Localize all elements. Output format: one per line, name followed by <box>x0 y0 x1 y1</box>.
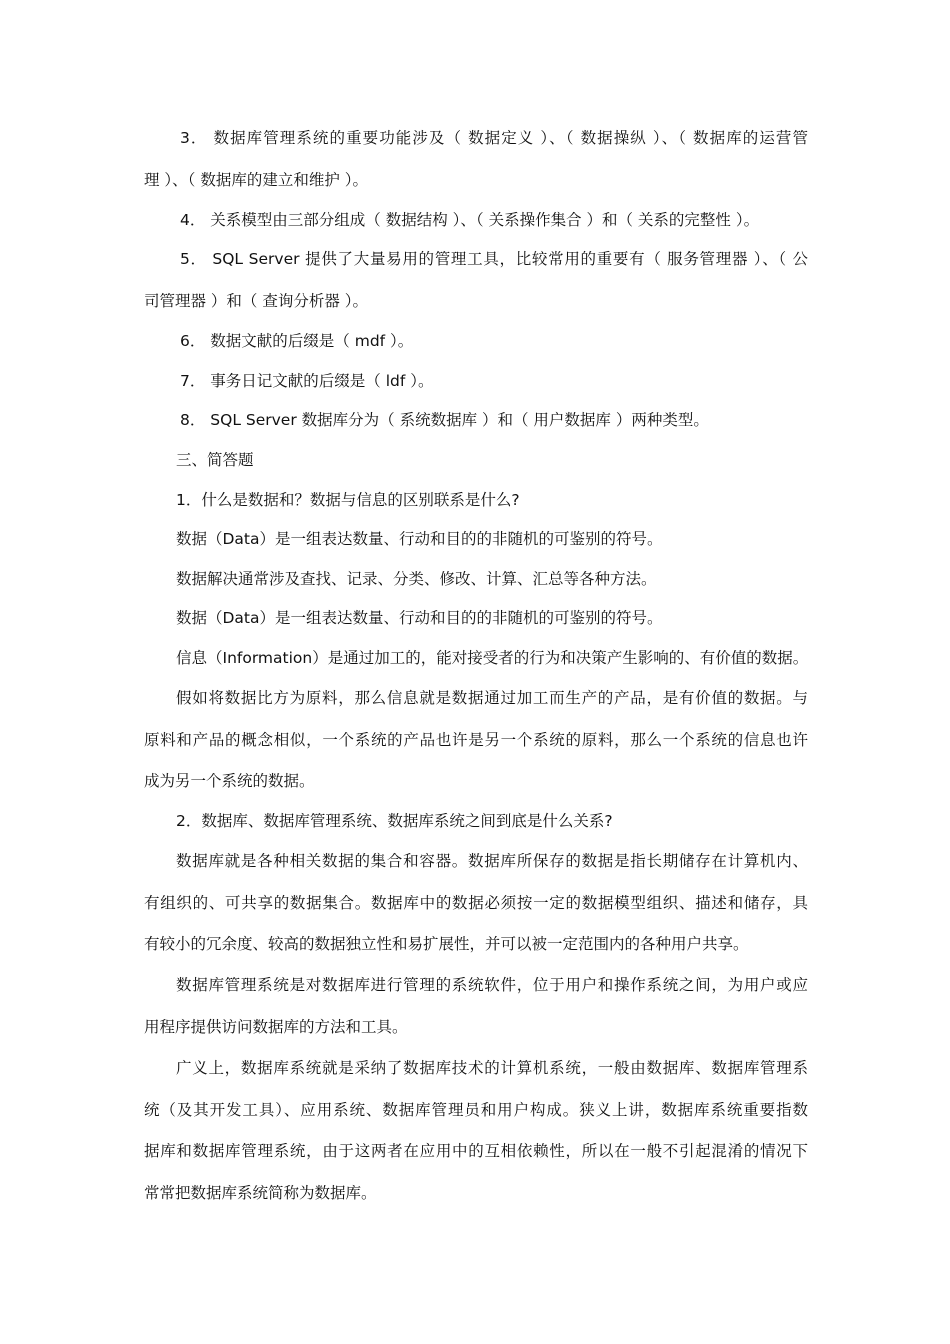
answer-2-paragraph-2-line1: 数据库管理系统是对数据库进行管理的系统软件，位于用户和操作系统之间，为用户或应 <box>176 976 808 994</box>
fill-item-5-line2: 司管理器 ）和（ 查询分析器 ）。 <box>144 292 369 310</box>
question-1: 1．什么是数据和？数据与信息的区别联系是什么? <box>176 491 520 509</box>
answer-2-paragraph-3-line2: 统（及其开发工具）、应用系统、数据库管理员和用户构成。狭义上讲，数据库系统重要指数 <box>144 1101 808 1119</box>
fill-item-3-line1: 3． 数据库管理系统的重要功能涉及（ 数据定义 ）、（ 数据操纵 ）、（ 数据库的运营管 <box>180 129 808 147</box>
answer-2-paragraph-3-line4: 常常把数据库系统简称为数据库。 <box>144 1184 377 1202</box>
fill-item-6: 6． 数据文献的后缀是（ mdf ）。 <box>180 332 414 350</box>
question-2: 2．数据库、数据库管理系统、数据库系统之间到底是什么关系? <box>176 812 613 830</box>
answer-1-paragraph-4: 信息（Information）是通过加工的，能对接受者的行为和决策产生影响的、有价值的数据。 <box>176 649 808 667</box>
answer-1-paragraph-5-line2: 原料和产品的概念相似，一个系统的产品也许是另一个系统的原料，那么一个系统的信息也许 <box>144 731 808 749</box>
fill-item-8: 8． SQL Server 数据库分为（ 系统数据库 ）和（ 用户数据库 ）两种类型。 <box>180 411 709 429</box>
fill-item-3-line2: 理 ）、（ 数据库的建立和维护 ）。 <box>144 171 369 189</box>
answer-1-paragraph-1: 数据（Data）是一组表达数量、行动和目的的非随机的可鉴别的符号。 <box>176 530 663 548</box>
section-heading: 三、简答题 <box>176 451 254 469</box>
answer-2-paragraph-1-line1: 数据库就是各种相关数据的集合和容器。数据库所保存的数据是指长期储存在计算机内、 <box>176 852 808 870</box>
answer-2-paragraph-2-line2: 用程序提供访问数据库的方法和工具。 <box>144 1018 408 1036</box>
fill-item-7: 7． 事务日记文献的后缀是（ ldf ）。 <box>180 372 434 390</box>
answer-1-paragraph-2: 数据解决通常涉及查找、记录、分类、修改、计算、汇总等各种方法。 <box>176 570 657 588</box>
answer-2-paragraph-3-line1: 广义上，数据库系统就是采纳了数据库技术的计算机系统，一般由数据库、数据库管理系 <box>176 1059 808 1077</box>
answer-1-paragraph-3: 数据（Data）是一组表达数量、行动和目的的非随机的可鉴别的符号。 <box>176 609 663 627</box>
answer-1-paragraph-5-line3: 成为另一个系统的数据。 <box>144 772 315 790</box>
fill-item-5-line1: 5． SQL Server 提供了大量易用的管理工具，比较常用的重要有（ 服务管理器 ）、（ 公 <box>180 250 808 268</box>
answer-2-paragraph-1-line3: 有较小的冗余度、较高的数据独立性和易扩展性，并可以被一定范围内的各种用户共享。 <box>144 935 749 953</box>
answer-2-paragraph-1-line2: 有组织的、可共享的数据集合。数据库中的数据必须按一定的数据模型组织、描述和储存，具 <box>144 894 808 912</box>
fill-item-4: 4． 关系模型由三部分组成（ 数据结构 ）、（ 关系操作集合 ）和（ 关系的完整性 ）。 <box>180 211 760 229</box>
answer-2-paragraph-3-line3: 据库和数据库管理系统，由于这两者在应用中的互相依赖性，所以在一般不引起混淆的情况下 <box>144 1142 808 1160</box>
answer-1-paragraph-5-line1: 假如将数据比方为原料，那么信息就是数据通过加工而生产的产品，是有价值的数据。与 <box>176 689 808 707</box>
